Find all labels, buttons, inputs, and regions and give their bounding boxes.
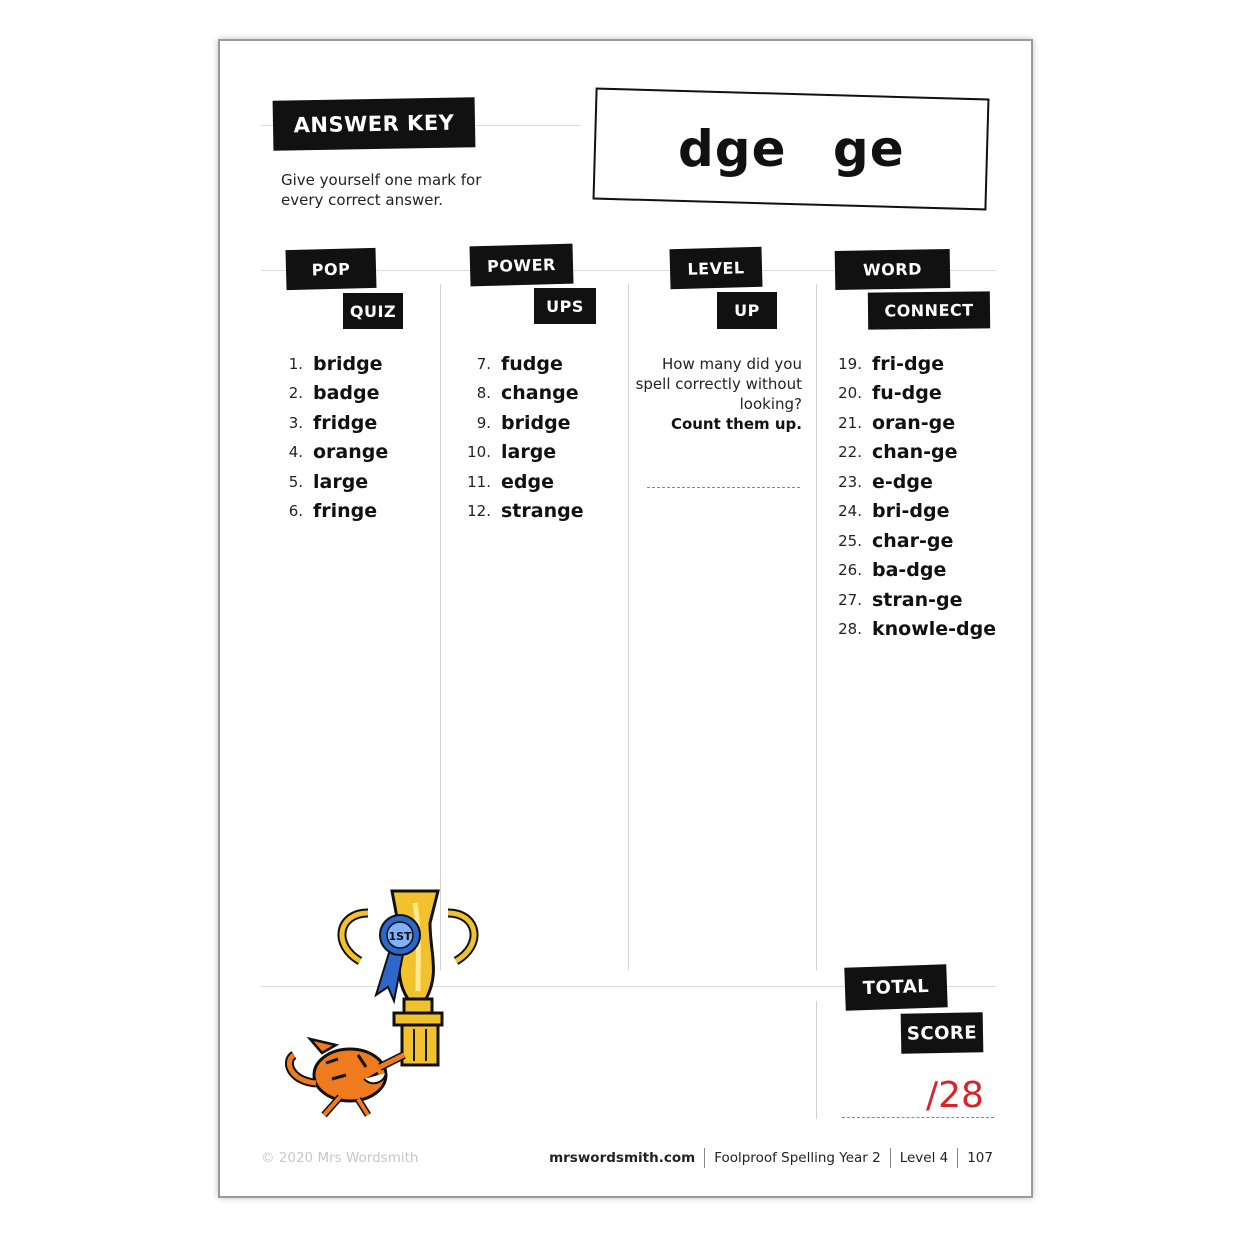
word-tag: WORD <box>835 249 951 290</box>
list-item: 11. edge <box>467 470 554 493</box>
list-item: 9. bridge <box>476 411 571 434</box>
pop-quiz-answer-list <box>277 349 388 526</box>
list-item: 25. char-ge <box>838 529 954 552</box>
answer-word: bridge <box>313 352 383 375</box>
footer-separator <box>957 1148 958 1168</box>
list-item: 7. fudge <box>476 352 563 375</box>
answer-word: char-ge <box>872 529 954 552</box>
list-item: 26. ba-dge <box>838 559 947 582</box>
answer-word: fudge <box>501 352 563 375</box>
answer-word: bridge <box>501 411 571 434</box>
tiger-with-trophy-icon <box>280 883 500 1123</box>
list-item: 4. orange <box>288 441 389 464</box>
ups-tag: UPS <box>534 288 596 324</box>
instructions-text: Give yourself one mark for every correct answer. <box>281 171 482 209</box>
answer-word: fu-dge <box>872 382 942 405</box>
answer-word: strange <box>501 500 584 523</box>
answer-word: oran-ge <box>872 411 956 434</box>
list-item: 1. bridge <box>288 352 383 375</box>
power-ups-answer-list <box>460 349 584 526</box>
spelling-pattern-title: dge ge <box>677 119 905 178</box>
answer-word: bri-dge <box>872 500 950 523</box>
total-tag: TOTAL <box>844 964 947 1011</box>
footer-separator <box>890 1148 891 1168</box>
answer-word: large <box>501 441 557 464</box>
medal-label: 1ST <box>388 930 412 943</box>
list-item: 6. fringe <box>288 500 378 523</box>
footer-info <box>549 1147 993 1169</box>
answer-key-page <box>218 39 1033 1198</box>
pop-tag: POP <box>285 248 376 290</box>
answer-word: ba-dge <box>872 559 947 582</box>
list-item: 10. large <box>467 441 557 464</box>
answer-word: change <box>501 382 579 405</box>
list-item: 12. strange <box>467 500 584 523</box>
connect-tag: CONNECT <box>868 291 990 329</box>
level-label: Level 4 <box>899 1150 949 1166</box>
answer-word: large <box>313 470 369 493</box>
level-up-instructions <box>630 354 802 434</box>
score-divider <box>816 1001 817 1119</box>
quiz-tag: QUIZ <box>343 293 403 329</box>
power-tag: POWER <box>469 244 573 287</box>
column-divider-3 <box>816 284 817 970</box>
score-tag: SCORE <box>901 1012 984 1053</box>
level-up-count-instruction: Count them up. <box>670 415 802 433</box>
level-up-question: How many did you spell correctly without looking? <box>635 355 802 413</box>
list-item: 22. chan-ge <box>838 441 958 464</box>
word-connect-answer-list <box>826 349 996 644</box>
answer-word: e-dge <box>872 470 933 493</box>
total-score-line <box>842 1117 994 1118</box>
list-item: 23. e-dge <box>838 470 933 493</box>
list-item: 27. stran-ge <box>838 588 963 611</box>
list-item: 20. fu-dge <box>838 382 942 405</box>
website-link[interactable]: mrswordsmith.com <box>549 1150 696 1166</box>
list-item: 19. fri-dge <box>838 352 945 375</box>
answer-word: edge <box>501 470 554 493</box>
answer-word: knowle-dge <box>872 618 997 641</box>
list-item: 8. change <box>476 382 579 405</box>
answer-word: orange <box>313 441 389 464</box>
total-score-value: /28 <box>926 1075 984 1116</box>
answer-word: fri-dge <box>872 352 945 375</box>
column-divider-1 <box>440 284 441 970</box>
list-item: 21. oran-ge <box>838 411 956 434</box>
list-item: 3. fridge <box>288 411 378 434</box>
footer-separator <box>704 1148 705 1168</box>
answer-word: fridge <box>313 411 378 434</box>
column-divider-2 <box>628 284 629 970</box>
answer-word: fringe <box>313 500 378 523</box>
answer-word: badge <box>313 382 380 405</box>
book-title: Foolproof Spelling Year 2 <box>714 1150 881 1166</box>
answer-word: stran-ge <box>872 588 963 611</box>
list-item: 24. bri-dge <box>838 500 950 523</box>
copyright-text: © 2020 Mrs Wordsmith <box>261 1150 419 1166</box>
level-up-answer-line <box>647 487 800 488</box>
answer-key-tag: ANSWER KEY <box>273 97 476 151</box>
spelling-pattern-box <box>593 88 990 211</box>
up-tag: UP <box>717 292 777 329</box>
list-item: 5. large <box>288 470 369 493</box>
level-tag: LEVEL <box>669 247 762 289</box>
answer-word: chan-ge <box>872 441 958 464</box>
list-item: 2. badge <box>288 382 380 405</box>
list-item: 28. knowle-dge <box>838 618 997 641</box>
page-number: 107 <box>967 1150 993 1166</box>
